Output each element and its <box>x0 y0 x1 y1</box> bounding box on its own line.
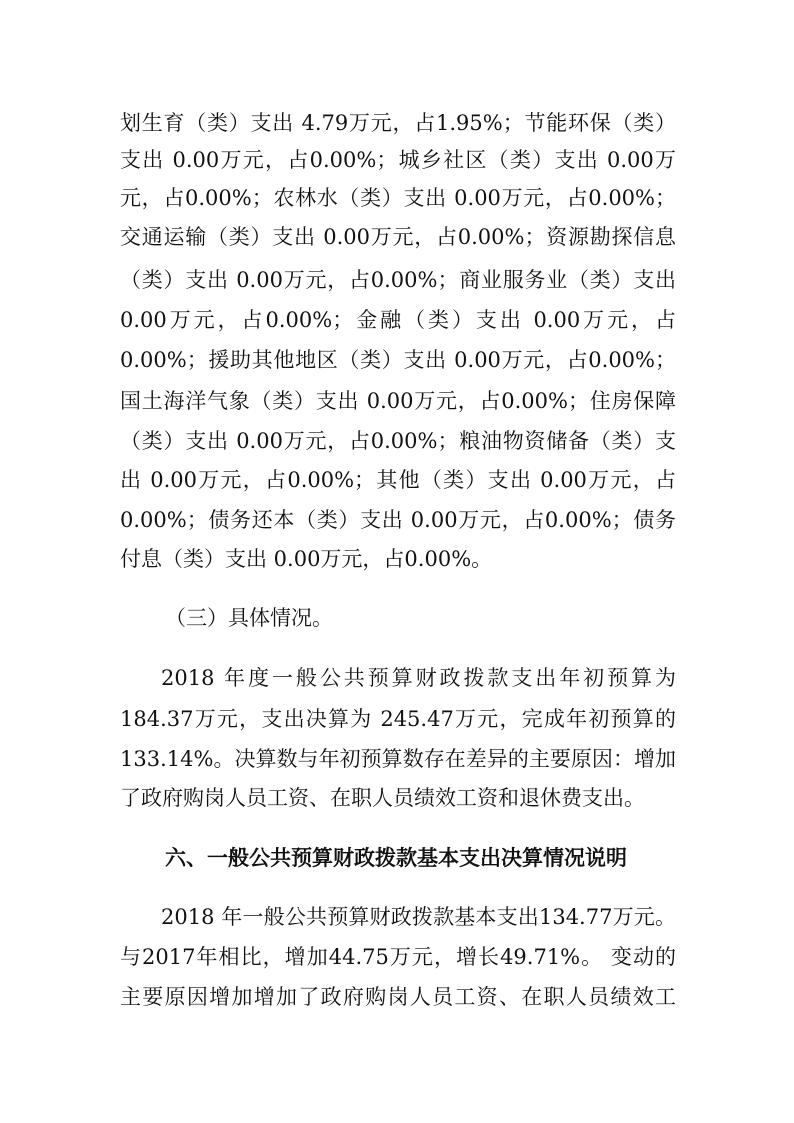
paragraph-line: 133.14%。决算数与年初预算数存在差异的主要原因：增加 <box>120 747 676 771</box>
paragraph-line: （类）支出 0.00万元，占0.00%；商业服务业（类）支出 <box>120 268 676 292</box>
paragraph-line: 2018 年一般公共预算财政拨款基本支出134.77万元。 <box>161 905 676 929</box>
paragraph-line: 付息（类）支出 0.00万元，占0.00%。 <box>120 547 493 571</box>
paragraph-line: 0.00%；援助其他地区（类）支出 0.00万元，占0.00%； <box>120 348 676 372</box>
paragraph-line: 国土海洋气象（类）支出 0.00万元，占0.00%；住房保障 <box>120 389 676 413</box>
paragraph-line: 2018 年度一般公共预算财政拨款支出年初预算为 <box>161 666 676 690</box>
paragraph-line: 了政府购岗人员工资、在职人员绩效工资和退休费支出。 <box>120 786 645 810</box>
paragraph-line: 划生育（类）支出 4.79万元，占1.95%；节能环保（类） <box>120 111 676 135</box>
paragraph-line: 184.37万元，支出决算为 245.47万元，完成年初预算的 <box>120 707 676 731</box>
section-six-heading: 六、一般公共预算财政拨款基本支出决算情况说明 <box>165 846 627 870</box>
paragraph-line: 主要原因增加增加了政府购岗人员工资、在职人员绩效工 <box>120 985 676 1009</box>
paragraph-line: 出 0.00万元，占0.00%；其他（类）支出 0.00万元，占 <box>120 468 676 492</box>
paragraph-line: （类）支出 0.00万元，占0.00%；粮油物资储备（类）支 <box>120 429 676 453</box>
paragraph-line: 支出 0.00万元，占0.00%；城乡社区（类）支出 0.00万 <box>120 148 676 172</box>
paragraph-line: 元，占0.00%；农林水（类）支出 0.00万元，占0.00%； <box>120 186 676 210</box>
paragraph-line: 交通运输（类）支出 0.00万元，占0.00%；资源勘探信息 <box>120 225 676 249</box>
paragraph-line: 与2017年相比，增加44.75万元，增长49.71%。 变动的 <box>120 945 676 969</box>
section-specific-heading: （三）具体情况。 <box>165 606 333 630</box>
paragraph-line: 0.00%；债务还本（类）支出 0.00万元，占0.00%；债务 <box>120 508 676 532</box>
paragraph-line: 0.00万元，占0.00%；金融（类）支出 0.00万元，占 <box>120 308 676 332</box>
